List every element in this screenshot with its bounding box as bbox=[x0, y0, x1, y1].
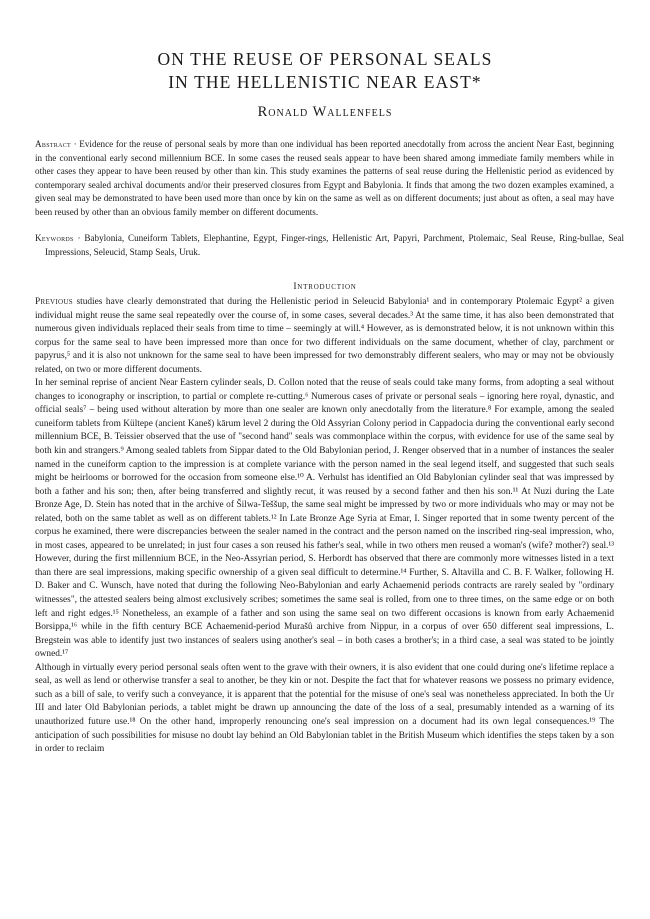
paragraph-lead-word: Previous bbox=[35, 297, 73, 307]
keywords bbox=[35, 232, 624, 259]
section-heading-introduction: Introduction bbox=[293, 281, 357, 292]
abstract bbox=[35, 138, 614, 219]
introduction-body bbox=[35, 296, 614, 916]
keywords-label: Keywords bbox=[35, 233, 74, 243]
paragraph-2: In her seminal reprise of ancient Near Eastern cylinder seals, D. Collon noted that the reuse of seals could take many forms, from adopting a seal without changes to iconography or inscription, to partial or complete re-cutting.⁶ Numerous cases of private or personal seals – ignoring here royal, dynastic, and official seals⁷ – being used without alteration by more than one sealer are known only anecdotally from the literature.⁸ For example, among the sealed cuneiform tablets from Kültepe (ancient Kaneš) kārum level 2 during the Old Assyrian Colony period in Cappadocia during the conventional early second millennium BCE, B. Teissier observed that the use of "second hand" seals was commonplace within the corpus, with evidence for use of the same seal by both kin and strangers.⁹ Among sealed tablets from Sippar dated to the Old Babylonian period, J. Renger observed that in a number of instances the sealer named in the cuneiform caption to the impression is at complete variance with the person named in the seal legend itself, and suggested that such seals might be heirlooms or borrowed for the occasion from someone else.¹⁰ A. Verhulst has identified an Old Babylonian cylinder seal that was impressed by both a father and his son; then, after being transferred and slightly recut, it was reused by a second father and then his son.¹¹ At Nuzi during the Late Bronze Age, D. Stein has noted that in the archive of Šilwa-Teššup, the same seal might be impressed by two or more individuals who may or may not be related, both on the same tablet as well as on different tablets.¹² In Late Bronze Age Syria at Emar, I. Singer reported that in some twenty percent of the corpus he examined, there were discrepancies between the sealer named in the contract and the person named on the inscribed ring-seal impression, who, in most cases, appeared to be unrelated; in just four cases a son reused his father's seal, while in two others men reused a woman's (wife? mother?) seal.¹³ However, during the first millennium BCE, in the Neo-Assyrian period, S. Herbordt has observed that there are commonly more witnesses listed in a text than there are seal impressions, making specific ownership of a given seal difficult to determine.¹⁴ Further, S. Altavilla and C. B. F. Walker, following H. D. Baker and C. Wunsch, have noted that during the following Neo-Babylonian and early Achaemenid periods contracts are rarely sealed by "ordinary witnesses", the attested sealers being almost exclusively scribes; sometimes the same seal is rolled, from one to three times, on the same edge or on both left and right edges.¹⁵ Nonetheless, an example of a father and son using the same seal on two different occasions is known from early Achaemenid Borsippa,¹⁶ while in the fifth century BCE Achaemenid-period Murašû archive from Nippur, in a corpus of over 650 different seal impressions, L. Bregstein was able to identify just two instances of sealers using another's seal – in both cases a brother's; in a third case, a seal was stated to be jointly owned.¹⁷ bbox=[35, 378, 614, 660]
paragraph-1-text: studies have clearly demonstrated that during the Hellenistic period in Seleucid Babylonia¹ and in contemporary Ptolemaic Egypt² a given individual might reuse the same seal repeatedly over the course of, in some cases, several decades.³ At the same time, it has also been demonstrated that numerous given individuals replaced their seals from time to time – seemingly at will.⁴ However, as is demonstrated below, it is not unknown within this corpus for the same seal to have been impressed more than once for two different individuals on the same document, whether of clay, parchment or papyrus,⁵ and it is also not unknown for the same seal to have been impressed for two demonstrably different sealers, who may or may not be obviously related, on two or more different documents. bbox=[35, 297, 614, 375]
paper-title-line-2: IN THE HELLENISTIC NEAR EAST* bbox=[168, 72, 482, 92]
abstract-text: · Evidence for the reuse of personal seals by more than one individual has been reported anecdotally from across the ancient Near East, beginning in the conventional early second millennium BCE. In some cases the reused seals appear to have been shared among immediate family members while in other cases they appear to have been reused by other than kin. This study examines the patterns of seal reuse during the Hellenistic period as evidenced by contemporary sealed archival documents and/or their preserved closures from Egypt and Babylonia. It finds that among the two dozen examples examined, a given seal may be demonstrated to have been used more than once by kin on the same as well as on different documents; just about as often, a seal may have been reused by other than an obvious family member on different documents. bbox=[35, 139, 614, 217]
abstract-label: Abstract bbox=[35, 139, 71, 149]
paragraph-1 bbox=[35, 296, 614, 377]
keywords-text: · Babylonia, Cuneiform Tablets, Elephantine, Egypt, Finger-rings, Hellenistic Art, Papyri, Parchment, Ptolemaic, Seal Reuse, Ring-bullae, Seal Impressions, Seleucid, Stamp Seals, Uruk. bbox=[45, 233, 624, 257]
paragraph-3: Although in virtually every period personal seals often went to the grave with their owners, it is also evident that one could during one's lifetime replace a seal, as well as lend or otherwise transfer a seal to another, be they kin or not. Despite the fact that for whatever reasons we possess no primary evidence, such as a bill of sale, to verify such a conveyance, it is apparent that the potential for the misuse of one's seal was nonetheless appreciated. In both the Ur III and later Old Babylonian periods, a tablet might be drawn up announcing the date of the loss of a seal, presumably intended as a warning of its unauthorized future use.¹⁸ On the other hand, improperly renouncing one's seal impression on a document had its own legal consequences.¹⁹ The anticipation of such possibilities for misuse no doubt lay behind an Old Babylonian tablet in the British Museum which identifies the steps taken by a son in order to reclaim bbox=[35, 662, 614, 755]
paper-title-line-1: ON THE REUSE OF PERSONAL SEALS bbox=[157, 49, 493, 69]
author-name: Ronald Wallenfels bbox=[257, 104, 393, 120]
